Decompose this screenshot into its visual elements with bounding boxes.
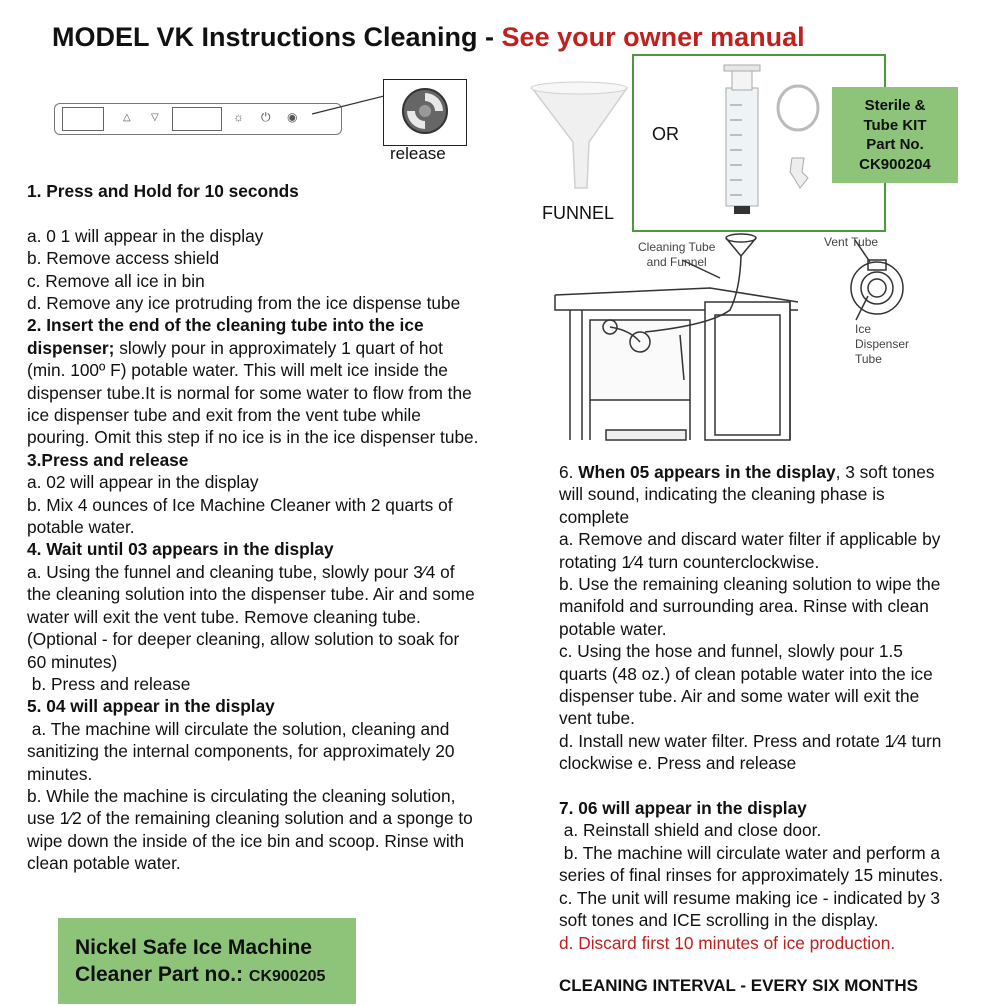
- step5-line: wipe down the inside of the ice bin and scoop. Rinse with: [27, 830, 465, 851]
- list-item: a. 0 1 will appear in the display: [27, 225, 264, 246]
- step5-heading: 5. 04 will appear in the display: [27, 696, 275, 717]
- page-title: MODEL VK Instructions Cleaning - See your owner manual: [52, 22, 805, 52]
- display-left: [62, 107, 104, 131]
- step5-line: sanitizing the internal components, for approximately 20: [27, 741, 455, 762]
- control-panel-illustration: [54, 103, 342, 135]
- left-instructions: [27, 180, 527, 875]
- power-icon: ⏻: [261, 110, 271, 124]
- step6-line: rotating 1⁄4 turn counterclockwise.: [559, 551, 820, 572]
- step7-line: b. The machine will circulate water and perform a: [559, 842, 940, 863]
- list-item: b. Remove access shield: [27, 248, 220, 269]
- step7-heading: 7. 06 will appear in the display: [559, 798, 807, 819]
- step3-line: b. Mix 4 ounces of Ice Machine Cleaner with 2 quarts of: [27, 494, 453, 515]
- step5-line: b. While the machine is circulating the cleaning solution,: [27, 785, 456, 806]
- step3-line: a. 02 will appear in the display: [27, 472, 259, 493]
- step3-line: potable water.: [27, 517, 135, 538]
- right-instructions: [559, 461, 989, 954]
- syringe-illustration: [720, 60, 830, 220]
- cleaning-interval: CLEANING INTERVAL - EVERY SIX MONTHS: [559, 976, 918, 995]
- step6-line: clockwise e. Press and release: [559, 753, 797, 774]
- step6-line: b. Use the remaining cleaning solution to wipe the: [559, 574, 941, 595]
- release-button-zoom: [383, 79, 467, 146]
- step2-line: (min. 100º F) potable water. This will melt ice inside the: [27, 360, 448, 381]
- step2-line: ice dispenser tube and exit from the vent tube while: [27, 405, 421, 426]
- cleaner-line1: Nickel Safe Ice Machine: [75, 936, 312, 959]
- step6-heading: 6. When 05 appears in the display, 3 soft tones: [559, 462, 935, 482]
- step6-line: d. Install new water filter. Press and rotate 1⁄4 turn: [559, 730, 942, 751]
- step5-line: a. The machine will circulate the solution, cleaning and: [27, 718, 450, 739]
- cleaning-tube-label: Cleaning Tube and Funnel: [638, 240, 716, 269]
- cleaner-part-box: [58, 918, 356, 1004]
- step4-line: the cleaning solution into the dispenser tube. Air and some: [27, 584, 475, 605]
- list-item: d. Remove any ice protruding from the ice dispense tube: [27, 293, 461, 314]
- step4-line: 60 minutes): [27, 651, 118, 672]
- step2-line: dispenser; slowly pour in approximately 1 quart of hot: [27, 337, 443, 358]
- step6-line: potable water.: [559, 618, 667, 639]
- step6-line: c. Using the hose and funnel, slowly pour 1.5: [559, 641, 903, 662]
- triangle-down-icon: ▽: [151, 112, 159, 123]
- step4-line: b. Press and release: [27, 673, 191, 694]
- title-red-note: See your owner manual: [501, 22, 805, 52]
- step7-line: series of final rinses for approximately 15 minutes.: [559, 865, 944, 886]
- list-item: c. Remove all ice in bin: [27, 270, 205, 291]
- release-label: release: [390, 144, 446, 163]
- step5-line: use 1⁄2 of the remaining cleaning solution and a sponge to: [27, 808, 473, 829]
- step6-line: will sound, indicating the cleaning phase is: [559, 484, 885, 505]
- step2-heading: 2. Insert the end of the cleaning tube into the ice: [27, 315, 424, 336]
- step7-line: a. Reinstall shield and close door.: [559, 820, 822, 841]
- funnel-label: FUNNEL: [542, 203, 615, 223]
- step4-line: (Optional - for deeper cleaning, allow solution to soak for: [27, 629, 460, 650]
- swirl-icon: [384, 80, 466, 145]
- step4-line: a. Using the funnel and cleaning tube, slowly pour 3⁄4 of: [27, 561, 455, 582]
- step4-heading: 4. Wait until 03 appears in the display: [27, 539, 334, 560]
- step6-line: dispenser tube. Air and some water will exit the: [559, 686, 920, 707]
- step5-line: minutes.: [27, 763, 93, 784]
- step7-line: soft tones and ICE scrolling in the display.: [559, 910, 879, 931]
- step3-heading: 3.Press and release: [27, 449, 189, 470]
- vent-tube-label: Vent Tube: [824, 235, 879, 249]
- cleaner-part-no: CK900205: [248, 968, 326, 985]
- step1-heading: 1. Press and Hold for 10 seconds: [27, 181, 299, 201]
- step5-line: clean potable water.: [27, 853, 181, 874]
- machine-diagram: [550, 230, 980, 445]
- cleaner-line2: Cleaner Part no.: CK900205: [75, 963, 326, 986]
- funnel-illustration: [527, 80, 637, 200]
- step6-line: vent tube.: [559, 708, 635, 729]
- step7-warning: d. Discard first 10 minutes of ice production.: [559, 932, 896, 953]
- light-icon: ☼: [233, 110, 244, 124]
- step6-line: a. Remove and discard water filter if applicable by: [559, 529, 941, 550]
- ice-dispenser-label: Ice Dispenser Tube: [855, 322, 910, 366]
- step4-line: water will exit the vent tube. Remove cleaning tube.: [27, 606, 421, 627]
- display-right: [172, 107, 222, 131]
- clean-icon: ◉: [287, 110, 298, 124]
- or-label: OR: [652, 124, 679, 144]
- step6-line: complete: [559, 506, 630, 527]
- step6-line: quarts (48 oz.) of clean potable water into the ice: [559, 663, 933, 684]
- step7-line: c. The unit will resume making ice - indicated by 3: [559, 887, 940, 908]
- kit-part-box: Sterile & Tube KIT Part No. CK900204: [832, 87, 958, 183]
- step6-line: manifold and surrounding area. Rinse with clean: [559, 596, 929, 617]
- step2-line: dispenser tube.It is normal for some water to flow from the: [27, 382, 472, 403]
- pointer-line: [310, 92, 390, 122]
- step2-line: pouring. Omit this step if no ice is in the ice dispenser tube.: [27, 427, 479, 448]
- triangle-up-icon: △: [123, 112, 131, 123]
